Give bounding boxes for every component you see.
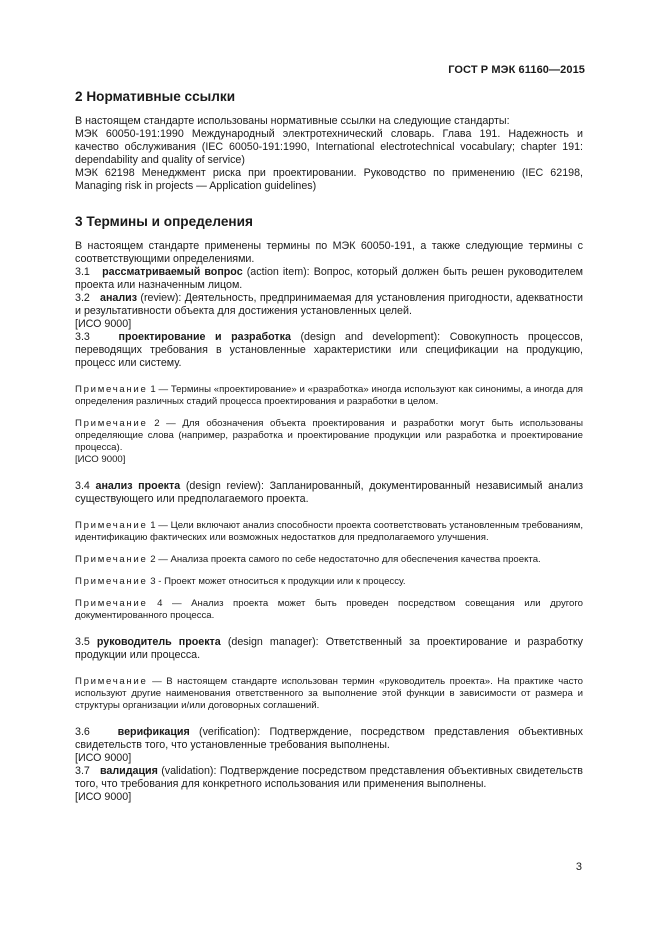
- term-3-5: 3.5 руководитель проекта (design manager): Ответственный за проектирование и разработку продукции или процесса.: [75, 636, 583, 661]
- term-3-1: 3.1 рассматриваемый вопрос (action item): Вопрос, который должен быть решен руководителем проекта или назначенным лицом.: [75, 266, 583, 291]
- iso-reference: [ИСО 9000]: [75, 791, 132, 803]
- iso-reference: [ИСО 9000]: [75, 752, 132, 764]
- term-3-3-note-2: Примечание 2 — Для обозначения объекта проектирования и разработки могут быть использованы определяющие слова (например, разработка и проектирование продукции или разработка и проектирование процесса).: [75, 418, 583, 453]
- iso-reference: [ИСО 9000]: [75, 318, 132, 330]
- term-3-2: 3.2 анализ (review): Деятельность, предпринимаемая для установления пригодности, адекватности и результативности объекта для достижения установленных целей.: [75, 292, 583, 317]
- iso-reference: [ИСО 9000]: [75, 454, 126, 465]
- term-3-3: 3.3 проектирование и разработка (design and development): Совокупность процессов, переводящих требования в установленные характеристики или спецификации на продукцию, процесс или систему.: [75, 331, 583, 369]
- section-2-intro: В настоящем стандарте использованы нормативные ссылки на следующие стандарты:: [75, 115, 510, 127]
- reference-iec-60050: МЭК 60050-191:1990 Международный электротехнический словарь. Глава 191. Надежность и качество обслуживания (IEC 60050-191:1990, International electrotechnical vocabulary; chapter 191: dependability and quality of service): [75, 128, 583, 166]
- standard-header: ГОСТ Р МЭК 61160—2015: [448, 64, 585, 76]
- page-number: 3: [575, 861, 582, 873]
- term-3-4-note-4: Примечание 4 — Анализ проекта может быть проведен посредством совещания или другого документированного процесса.: [75, 598, 584, 621]
- term-3-5-note: Примечание — В настоящем стандарте использован термин «руководитель проекта». На практике часто используют другие наименования ответственного за выполнение этой функции в зависимости от размера и структуры организации и/или договорных соглашений.: [75, 676, 583, 711]
- term-3-4-note-3: Примечание 3 - Проект может относиться к продукции или к процессу.: [75, 576, 406, 587]
- term-3-7: 3.7 валидация (validation): Подтверждение посредством представления объективных свидетельств того, что требования для конкретного использования или применения выполнены.: [75, 765, 583, 790]
- term-3-4-note-1: Примечание 1 — Цели включают анализ способности проекта соответствовать установленным требованиям, идентификацию фактических или возможных недостатков для предполагаемого улучшения.: [75, 520, 583, 543]
- term-3-4-note-2: Примечание 2 — Анализа проекта самого по себе недостаточно для обеспечения качества проекта.: [75, 554, 541, 565]
- section-2-title: 2 Нормативные ссылки: [75, 89, 236, 104]
- term-3-4: 3.4 анализ проекта (design review): Запланированный, документированный независимый анализ существующего или предполагаемого проекта.: [75, 480, 583, 505]
- page-content: [75, 88, 583, 804]
- section-3-title: 3 Термины и определения: [75, 214, 253, 229]
- term-3-3-note-1: Примечание 1 — Термины «проектирование» и «разработка» иногда используют как синонимы, а иногда для определения различных стадий процесса проектирования и разработки в целом.: [75, 384, 583, 407]
- section-3-intro: В настоящем стандарте применены термины по МЭК 60050-191, а также следующие термины с соответствующими определениями.: [75, 240, 583, 265]
- reference-iec-62198: МЭК 62198 Менеджмент риска при проектировании. Руководство по применению (IEC 62198, Managing risk in projects — Application guidelines): [75, 167, 583, 192]
- term-3-6: 3.6 верификация (verification): Подтверждение, посредством представления объективных свидетельств того, что установленные требования выполнены.: [75, 726, 583, 751]
